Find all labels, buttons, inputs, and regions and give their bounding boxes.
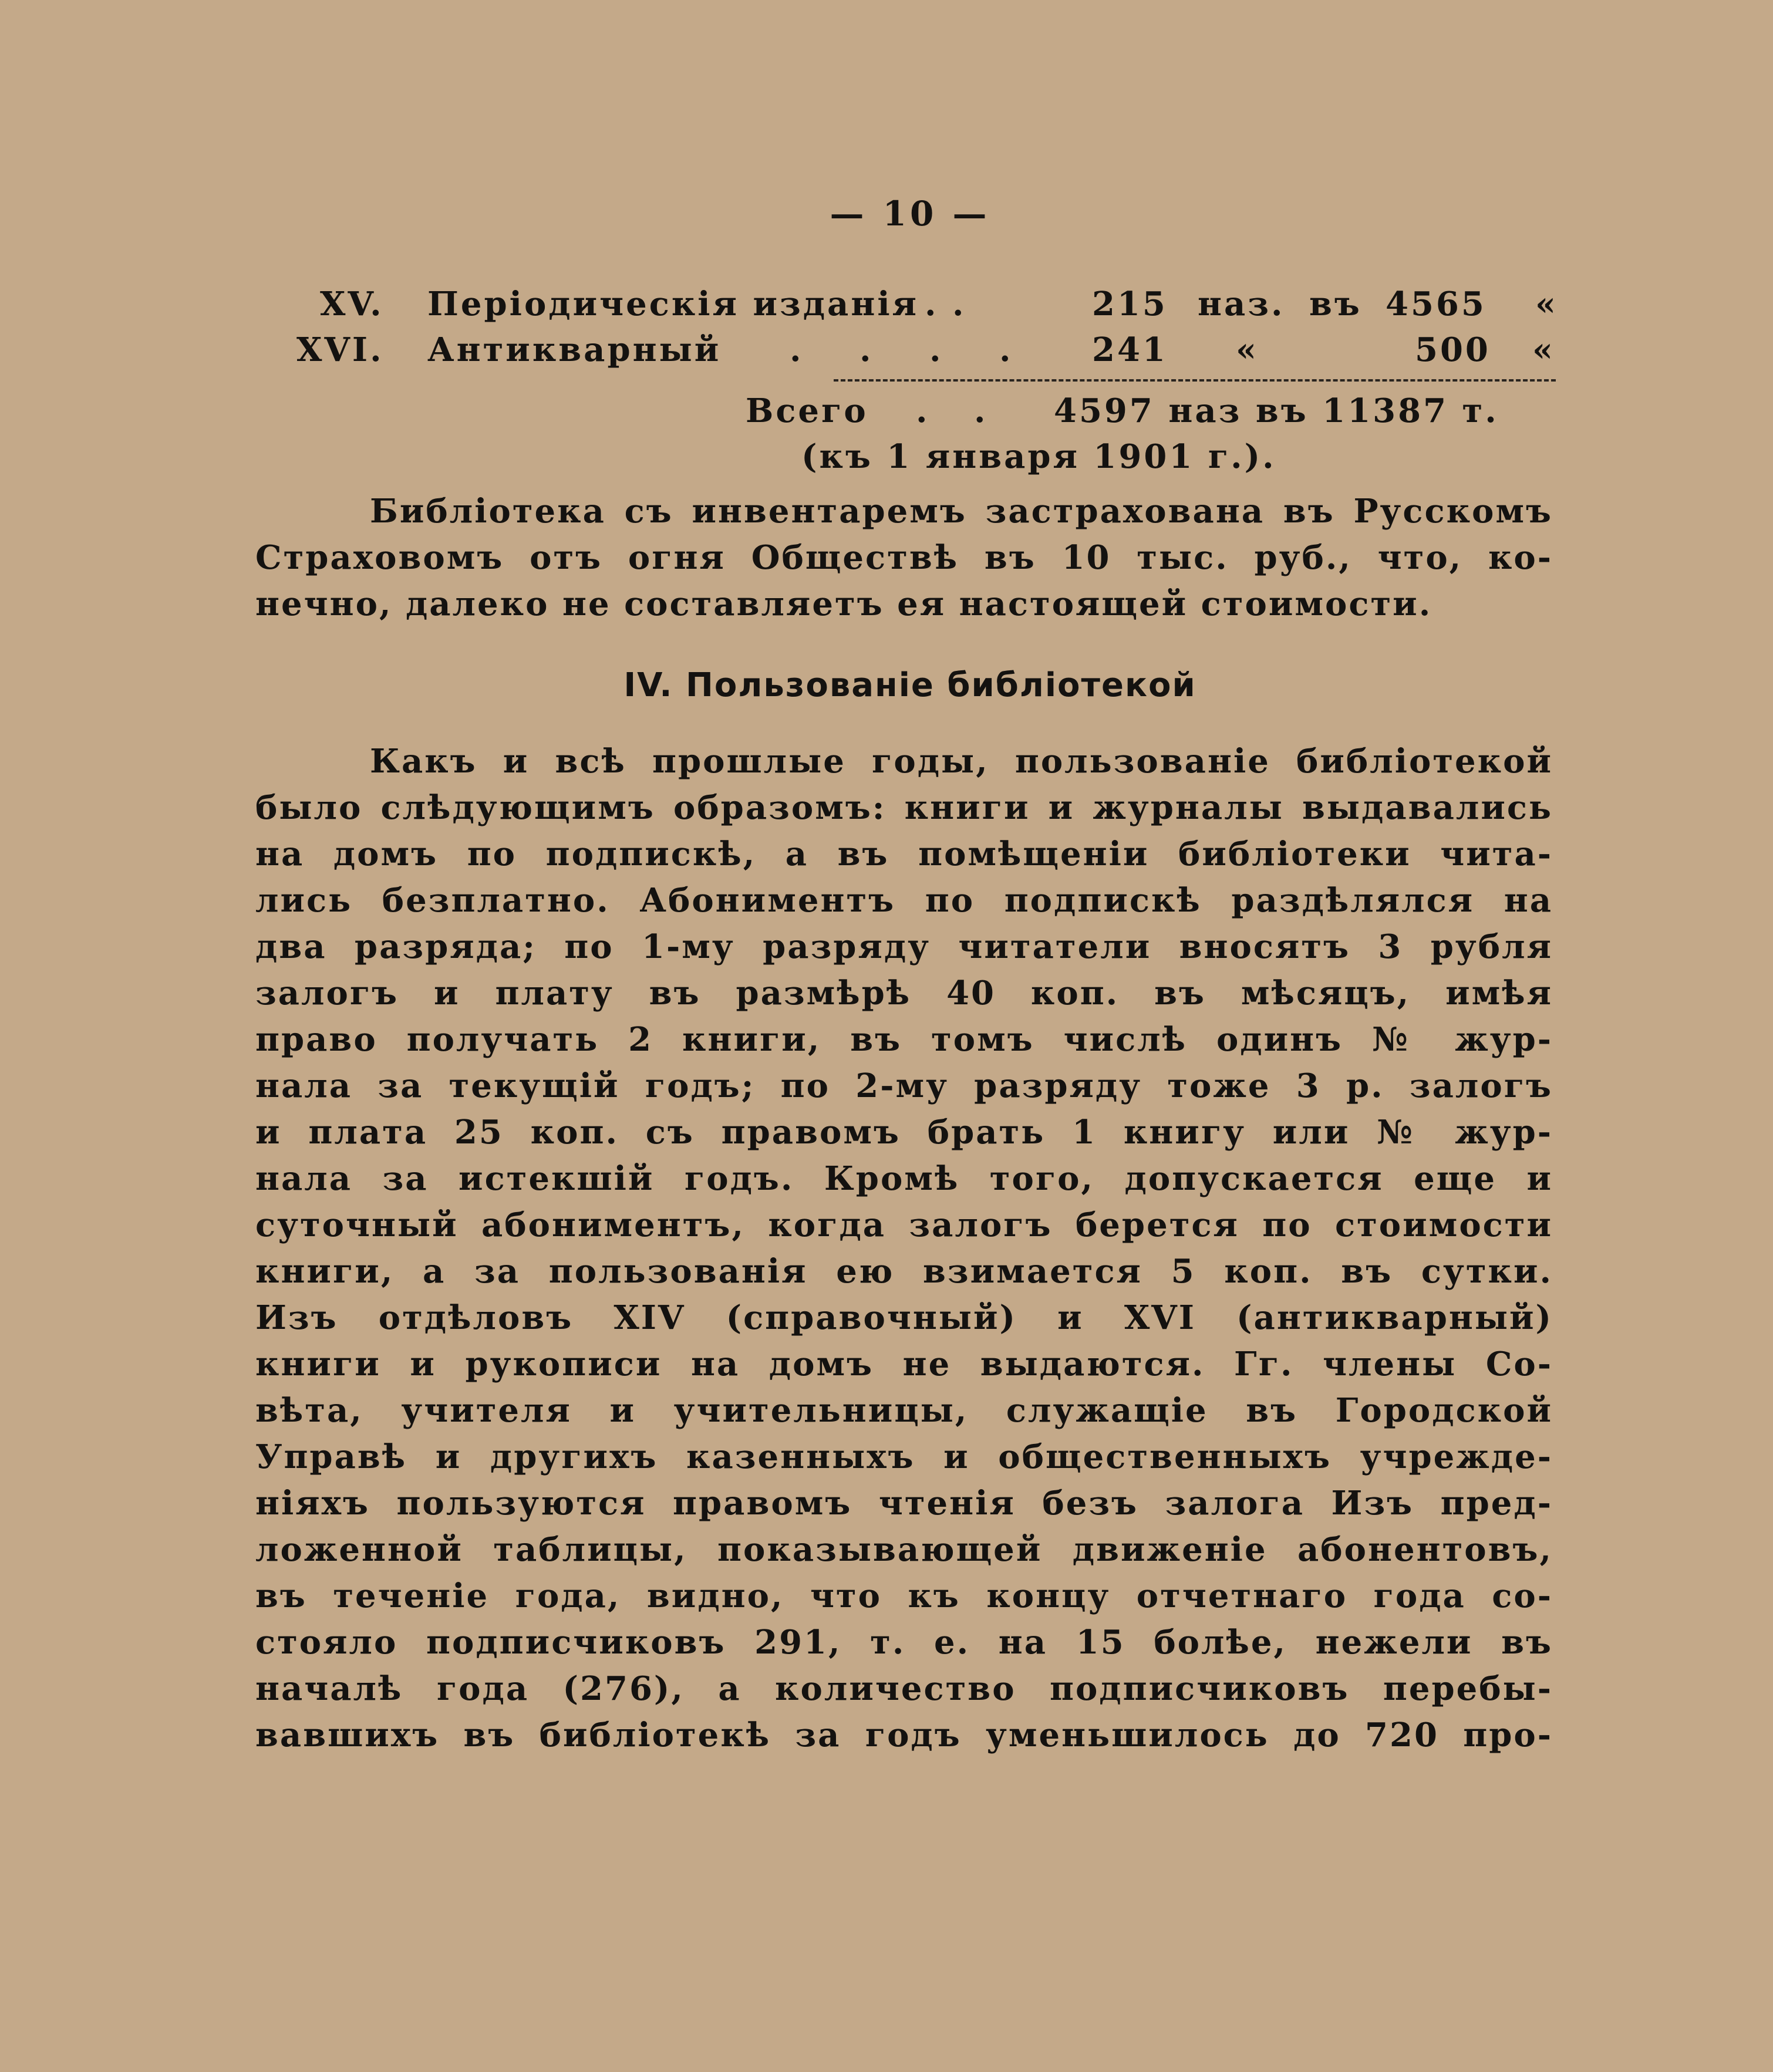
date-note-text: (къ 1 января 1901 г.). [801, 437, 1276, 476]
text-line: Библіотека съ инвентаремъ застрахована въ Русскомъ [370, 492, 1553, 531]
text-line: залогъ и плату въ размѣрѣ 40 коп. въ мѣсяцъ, имѣя [255, 974, 1553, 1013]
row-mark: « [1535, 285, 1558, 323]
text-line: нечно, далеко не составляетъ ея настоящей стоимости. [255, 585, 1432, 623]
page-number: — 10 — [830, 194, 990, 234]
section-heading: IV. Пользованіе библіотекой [623, 666, 1196, 704]
total-label: Всего [746, 392, 868, 430]
row-name: Антикварный [427, 330, 722, 369]
text-line: и плата 25 коп. съ правомъ брать 1 книгу или № жур- [255, 1113, 1553, 1152]
row-unit: « [1236, 330, 1259, 369]
text-line: лись безплатно. Абониментъ по подпискѣ раздѣлялся на [255, 881, 1553, 920]
date-note [0, 433, 1773, 480]
text-line: Страховомъ отъ огня Обществѣ въ 10 тыс. руб., что, ко- [255, 538, 1553, 577]
text-line: нала за истекшій годъ. Кромѣ того, допускается еще и [255, 1159, 1553, 1198]
table-sum-rule [834, 379, 1556, 382]
text-line: стояло подписчиковъ 291, т. е. на 15 болѣе, нежели въ [255, 1623, 1553, 1662]
text-line: было слѣдующимъ образомъ: книги и журналы выдавались [255, 788, 1553, 827]
text-line: вѣта, учителя и учительницы, служащіе въ Городской [255, 1391, 1553, 1430]
row-count: 241 [1092, 330, 1168, 369]
text-line: началѣ года (276), а количество подписчиковъ перебы- [255, 1669, 1553, 1708]
text-line: два разряда; по 1-му разряду читатели вносятъ 3 рубля [255, 927, 1553, 966]
text-line: ложенной таблицы, показывающей движеніе абонентовъ, [255, 1530, 1553, 1569]
text-line: книги и рукописи на домъ не выдаются. Гг. члены Со- [255, 1345, 1553, 1383]
text-line: въ теченіе года, видно, что къ концу отчетнаго года со- [255, 1577, 1553, 1615]
total-value: 4597 наз въ 11387 т. [1054, 392, 1499, 430]
text-line: ніяхъ пользуются правомъ чтенія безъ залога Изъ пред- [255, 1484, 1553, 1523]
row-unit: наз. [1198, 285, 1285, 323]
paragraph-insurance [255, 488, 1553, 627]
row-name: Періодическія изданія [427, 285, 919, 323]
text-line: книги, а за пользованія ею взимается 5 коп. въ сутки. [255, 1252, 1553, 1291]
text-line: Изъ отдѣловъ XIV (справочный) и XVI (антикварный) [255, 1298, 1553, 1337]
table-total-row [0, 387, 1773, 434]
text-line: суточный абониментъ, когда залогъ берется по стоимости [255, 1206, 1553, 1244]
row-number: XV. [320, 285, 384, 323]
text-line: вавшихъ въ библіотекѣ за годъ уменьшилось до 720 про- [255, 1716, 1553, 1754]
row-volumes: 500 [1415, 330, 1491, 369]
table-row [0, 326, 1773, 373]
row-dots: . . [925, 285, 966, 323]
text-line: нала за текущій годъ; по 2-му разряду тоже 3 р. залогъ [255, 1067, 1553, 1105]
row-prep: въ [1309, 285, 1362, 323]
text-line: на домъ по подпискѣ, а въ помѣщеніи библіотеки чита- [255, 835, 1553, 873]
row-dots: . . . . [790, 330, 1034, 369]
row-number: XVI. [296, 330, 384, 369]
row-mark: « [1532, 330, 1555, 369]
row-count: 215 [1092, 285, 1168, 323]
total-dots: . . [916, 392, 1003, 430]
text-line: право получать 2 книги, въ томъ числѣ одинъ № жур- [255, 1020, 1553, 1059]
text-line: Какъ и всѣ прошлые годы, пользованіе библіотекой [370, 742, 1553, 781]
table-row [0, 281, 1773, 328]
text-line: Управѣ и другихъ казенныхъ и общественныхъ учрежде- [255, 1437, 1553, 1476]
row-volumes: 4565 [1386, 285, 1487, 323]
paragraph-library-use [255, 738, 1553, 1759]
